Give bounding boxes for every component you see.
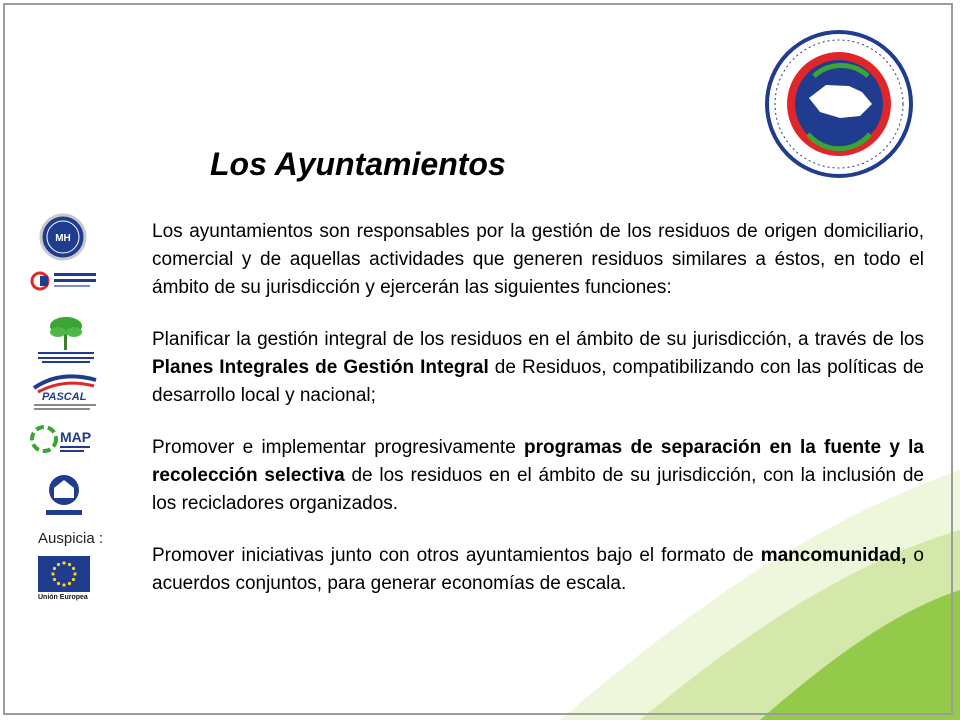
svg-text:MAP: MAP: [60, 429, 92, 445]
text-run: Planificar la gestión integral de los residuos en el ámbito de su jurisdicción, a través de los: [152, 329, 924, 350]
fedomu-logo: [44, 472, 84, 518]
committee-seal-logo: [764, 30, 914, 178]
eu-flag-icon: [38, 556, 90, 592]
sponsor-label: Auspicia :: [38, 530, 104, 547]
eu-star-icon: [53, 578, 56, 581]
mh-logo: [38, 212, 88, 262]
body-paragraph: [152, 542, 924, 598]
eu-star-icon: [72, 578, 75, 581]
eu-star-icon: [51, 572, 54, 575]
bold-phrase: mancomunidad,: [760, 545, 907, 566]
svg-text:MH: MH: [55, 233, 71, 244]
medio-ambiente-logo: [32, 312, 100, 364]
pascal-logo: [30, 370, 100, 412]
svg-text:PASCAL: PASCAL: [42, 391, 87, 403]
eu-star-icon: [62, 583, 65, 586]
slide-title: Los Ayuntamientos: [210, 146, 506, 182]
text-run: o acuerdos conjuntos, para generar economías de escala.: [152, 545, 924, 594]
text-run: Promover e implementar progresivamente: [152, 437, 525, 458]
eu-star-icon: [53, 567, 56, 570]
text-run: de Residuos, compatibilizando con las políticas de desarrollo local y nacional;: [152, 357, 924, 406]
eu-star-icon: [73, 572, 76, 575]
body-paragraph: [152, 326, 924, 410]
slide-body-text: [152, 218, 924, 622]
eu-star-icon: [68, 582, 71, 585]
text-run: Los ayuntamientos son responsables por la gestión de los residuos de origen domiciliario, comercial y de aquellas actividades que generen residuos similares a éstos, en todo el ámbito de su jurisdicción y ejercerán las siguientes funciones:: [152, 221, 924, 298]
eu-star-icon: [57, 563, 60, 566]
eu-star-icon: [62, 561, 65, 564]
eu-star-icon: [68, 563, 71, 566]
map-logo: [30, 422, 102, 456]
bold-phrase: programas de separación en la fuente y la recolección selectiva: [152, 437, 924, 486]
body-paragraph: [152, 434, 924, 518]
eu-caption: Unión Europea: [38, 594, 88, 601]
contrataciones-publicas-logo: [30, 268, 100, 294]
bold-phrase: Planes Integrales de Gestión Integral: [152, 357, 489, 378]
text-run: Promover iniciativas junto con otros ayuntamientos bajo el formato de: [152, 545, 761, 566]
body-paragraph: [152, 218, 924, 302]
eu-star-icon: [72, 567, 75, 570]
eu-star-icon: [57, 582, 60, 585]
text-run: de los residuos en el ámbito de su jurisdicción, con la inclusión de los recicladores organizados.: [152, 465, 925, 514]
